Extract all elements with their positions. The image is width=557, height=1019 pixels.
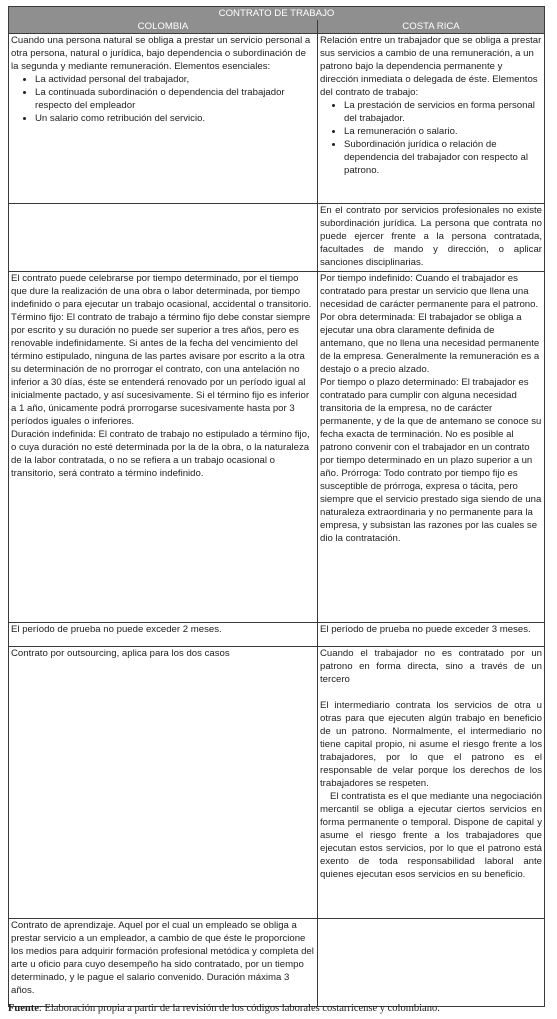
costa-rica-elements-list [320,99,542,177]
contract-comparison-table [8,6,545,1007]
list-item: • Subordinación jurídica o relación de dependencia del trabajador con respecto al patrono. [344,138,542,177]
list-item: • La prestación de servicios en forma personal del trabajador. [344,99,542,125]
cell-colombia-empty [9,204,318,272]
list-item: • La remuneración o salario. [344,125,542,138]
list-item: • La continuada subordinación o dependencia del trabajador respecto del empleador [35,86,315,112]
colombia-fixed-term: Término fijo: El contrato de trabajo a término fijo debe constar siempre por escrito y su duración no puede ser superior a tres años, pero es renovable indefinidamente. Si antes de la fecha del vencimiento del término estipulado, ninguna de las partes avisare por escrito a la otra su determinación de no prorrogar el contrato, con una antelación no inferior a 30 días, éste se entenderá renovado por un período igual al inicialmente pactado, y así sucesivamente. Si el término fijo es inferior a 1 año, únicamente podrá prorrogarse sucesivamente hasta por 3 períodos iguales o inferiores. [11,312,311,427]
costa-rica-definition-text: Relación entre un trabajador que se obliga a prestar sus servicios a cambio de una remuneración, a un patrono bajo la dependencia permanente y dirección inmediata o delegada de éste. Elementos del contrato de trabajo: [320,35,542,98]
list-item: • La actividad personal del trabajador, [35,73,315,86]
cell-costa-rica-outsourcing [318,647,545,919]
cell-colombia-duration [9,272,318,623]
source-label: Fuente [8,1003,39,1014]
cell-costa-rica-probation: El período de prueba no puede exceder 3 meses. [318,623,545,647]
costa-rica-outsourcing-intro: Cuando el trabajador no es contratado por un patrono en forma directa, sino a través de un tercero [320,648,542,685]
source-note [8,1003,440,1014]
spacer [320,686,542,699]
cell-colombia-apprenticeship: Contrato de aprendizaje. Aquel por el cual un empleado se obliga a prestar servicio a un empleador, a cambio de que éste le proporcione los medios para adquirir formación profesional metódica y completa del arte u oficio para cuyo desempeño ha sido contratado, por un tiempo determinado, y le pague el salario convenido. Duración máxima 3 años. [9,919,318,1007]
table-row-outsourcing [9,647,545,919]
cell-costa-rica-empty [318,919,545,1007]
source-text: : Elaboración propia a partir de la revisión de los códigos laborales costarricense y colombiano. [38,1003,440,1014]
column-header-colombia: COLOMBIA [9,20,318,34]
table-title: CONTRATO DE TRABAJO [9,7,545,21]
comparison-sheet [8,6,544,1007]
table-row-professional-services [9,204,545,272]
cell-costa-rica-professional-services: En el contrato por servicios profesionales no existe subordinación jurídica. La persona que contrata no puede ejercer frente a la persona contratada, facultades de mando y dirección, o aplicar sanciones disciplinarias. [318,204,545,272]
costa-rica-fixed-period: Por tiempo o plazo determinado: El trabajador es contratado para cumplir con alguna necesidad transitoria de la empresa, no de carácter permanente, y de la que de antemano se conoce su fecha exacta de terminación. No es posible al patrono convenir con el trabajador en un contrato por tiempo determinado en un plazo superior a un año. Prórroga: Todo contrato por tiempo fijo es susceptible de prórroga, expresa o tácita, pero siempre que el servicio prestado siga siendo de una naturaleza extraordinaria y no permanente para la empresa, y subsistan las razones por las cuales se dio la contratación. [320,377,542,544]
table-header-row [9,20,545,34]
costa-rica-fixed-work: Por obra determinada: El trabajador se obliga a ejecutar una obra claramente definida de antemano, que no llena una necesidad permanente de la empresa. Generalmente la remuneración es a destajo o a precio alzado. [320,312,540,375]
colombia-definition-text: Cuando una persona natural se obliga a prestar un servicio personal a otra persona, natural o jurídica, bajo dependencia o subordinación de la segunda y mediante remuneración. Elementos esenciales: [11,35,311,72]
costa-rica-contractor: El contratista es el que mediante una negociación mercantil se obliga a ejecutar ciertos servicios en forma permanente o temporal. Dispone de capital y asume el riesgo frente a los trabajadores que ejecutan estos servicios, por lo que el patrono está exento de toda responsabilidad laboral ante quienes ejecutan esos servicios en su beneficio. [320,791,542,880]
table-row-duration [9,272,545,623]
cell-costa-rica-definition [318,34,545,204]
table-row-definition [9,34,545,204]
cell-colombia-definition [9,34,318,204]
column-header-costa-rica: COSTA RICA [318,20,545,34]
costa-rica-intermediary: El intermediario contrata los servicios de otra u otras para que ejecuten algún trabajo en beneficio de un patrono. Normalmente, el intermediario no tiene capital propio, ni asume el riesgo frente a los trabajadores, por lo que el patrono es el responsable de velar porque los derechos de los trabajadores se respeten. [320,700,542,789]
colombia-elements-list [11,73,315,125]
cell-colombia-probation: El período de prueba no puede exceder 2 meses. [9,623,318,647]
colombia-indefinite-term: Duración indefinida: El contrato de trabajo no estipulado a término fijo, o cuya duración no esté determinada por la de la obra, o la naturaleza de la labor contratada, o no se refiera a un trabajo ocasional o transitorio, será contrato a término indefinido. [11,429,310,479]
costa-rica-indefinite-term: Por tiempo indefinido: Cuando el trabajador es contratado para prestar un servicio que llena una necesidad de carácter permanente para el patrono. [320,273,539,310]
list-item: • Un salario como retribución del servicio. [35,112,315,125]
table-row-probation [9,623,545,647]
cell-colombia-outsourcing: Contrato por outsourcing, aplica para los dos casos [9,647,318,919]
colombia-duration-general: El contrato puede celebrarse por tiempo determinado, por el tiempo que dure la realización de una obra o labor determinada, por tiempo indefinido o para ejecutar un trabajo ocasional, accidental o transitorio. [11,273,312,310]
table-row-apprenticeship [9,919,545,1007]
table-title-row [9,7,545,21]
cell-costa-rica-duration [318,272,545,623]
